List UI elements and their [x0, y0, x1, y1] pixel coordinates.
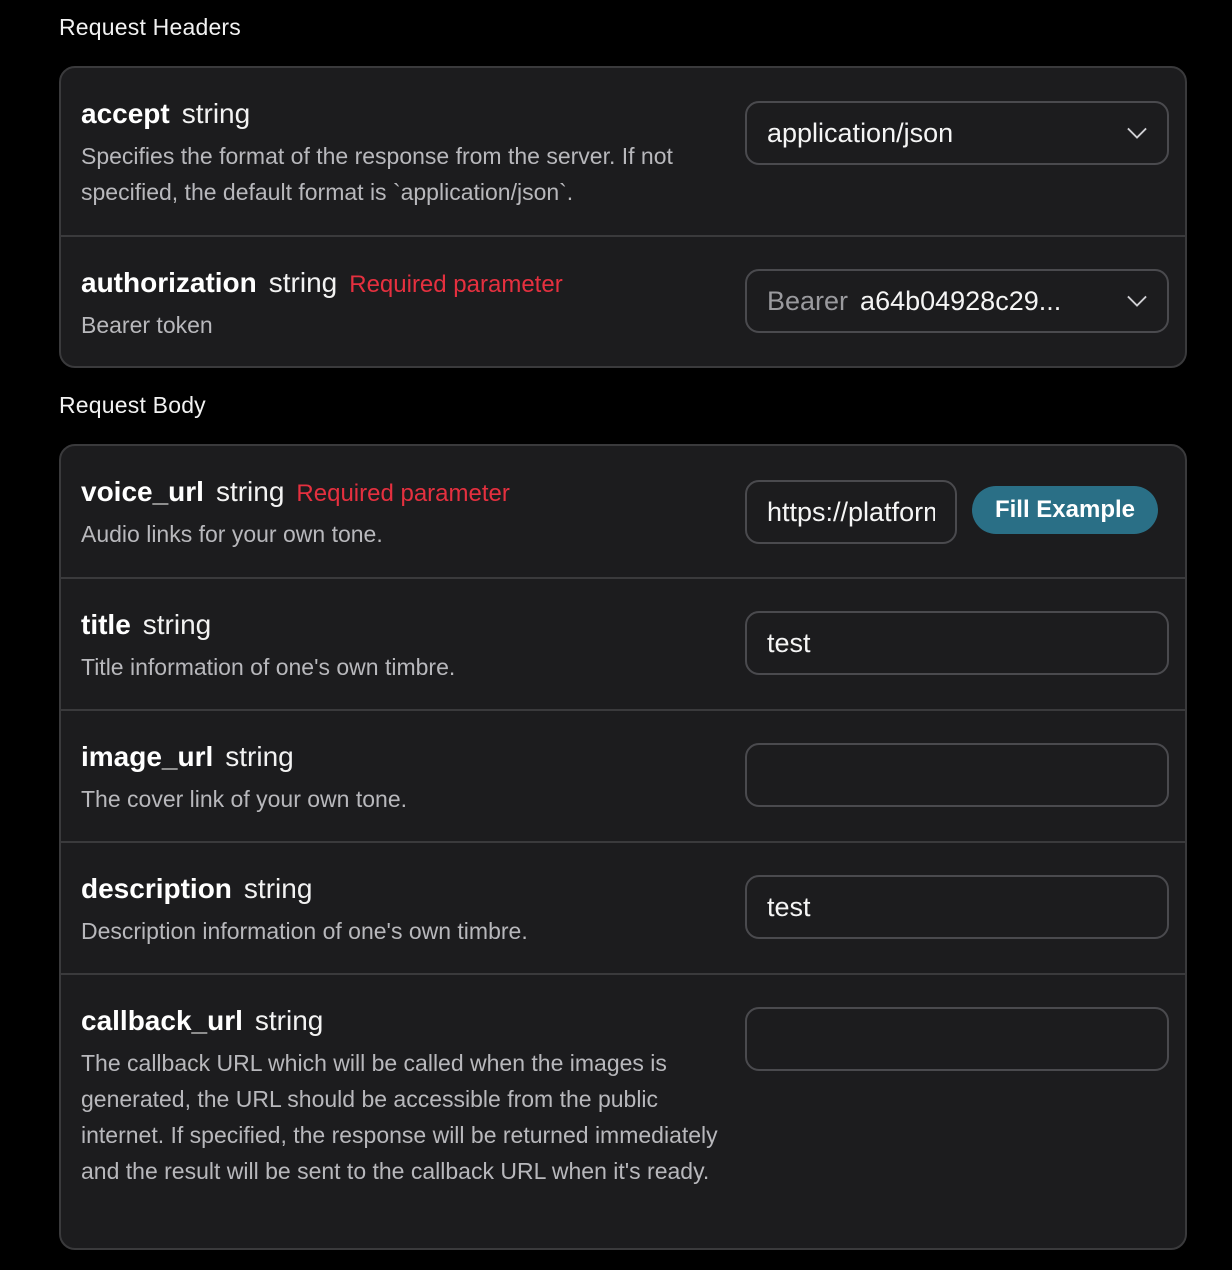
bearer-prefix: Bearer: [767, 285, 849, 316]
description-input-text[interactable]: [767, 892, 1147, 923]
voice-url-input[interactable]: [745, 480, 957, 544]
param-type: string: [268, 267, 338, 298]
title-input-text[interactable]: [767, 628, 1147, 659]
param-type: string: [225, 741, 294, 772]
param-description: The cover link of your own tone.: [81, 786, 407, 812]
param-name: callback_url: [81, 1005, 243, 1036]
image-url-input-text[interactable]: [767, 760, 1147, 791]
param-type: string: [142, 609, 212, 640]
param-row-voice-url: [61, 446, 1185, 579]
param-description: Description information of one's own timbre.: [81, 918, 528, 944]
param-row-accept: [61, 68, 1185, 237]
callback-url-input-text[interactable]: [767, 1024, 1147, 1055]
param-row-title: [61, 579, 1185, 711]
param-description: Title information of one's own timbre.: [81, 654, 456, 680]
param-name: title: [81, 609, 131, 640]
accept-select-value: application/json: [767, 117, 954, 148]
authorization-select[interactable]: [745, 269, 1169, 333]
title-input[interactable]: [745, 611, 1169, 675]
chevron-down-icon: [1127, 291, 1147, 311]
required-badge: Required parameter: [296, 480, 510, 507]
param-name: voice_url: [81, 476, 204, 507]
bearer-token-value: a64b04928c29...: [860, 285, 1062, 316]
param-description: Specifies the format of the response from the server. If not specified, the default format is `application/json`.: [81, 143, 673, 205]
param-description: Bearer token: [81, 312, 213, 338]
param-type: string: [181, 98, 251, 129]
voice-url-input-text[interactable]: [767, 497, 935, 528]
param-name: authorization: [81, 267, 257, 298]
request-body-title: Request Body: [59, 392, 206, 418]
description-input[interactable]: [745, 875, 1169, 939]
required-badge: Required parameter: [349, 271, 563, 298]
fill-example-button[interactable]: Fill Example: [972, 486, 1158, 534]
callback-url-input[interactable]: [745, 1007, 1169, 1071]
param-row-callback-url: [61, 975, 1185, 1248]
param-row-description: [61, 843, 1185, 975]
request-headers-title: Request Headers: [59, 14, 241, 40]
chevron-down-icon: [1127, 123, 1147, 143]
param-type: string: [215, 476, 285, 507]
param-row-image-url: [61, 711, 1185, 843]
image-url-input[interactable]: [745, 743, 1169, 807]
param-description: Audio links for your own tone.: [81, 521, 383, 547]
param-name: description: [81, 873, 232, 904]
param-name: accept: [81, 98, 170, 129]
param-name: image_url: [81, 741, 214, 772]
request-body-card: [59, 444, 1187, 1250]
param-row-authorization: [61, 237, 1185, 368]
param-description: The callback URL which will be called when the images is generated, the URL should be accessible from the public internet. If specified, the response will be returned immediately and the result will be sent to the callback URL when it's ready.: [81, 1050, 718, 1184]
param-type: string: [243, 873, 313, 904]
param-type: string: [254, 1005, 324, 1036]
request-headers-card: [59, 66, 1187, 368]
accept-select[interactable]: [745, 101, 1169, 165]
